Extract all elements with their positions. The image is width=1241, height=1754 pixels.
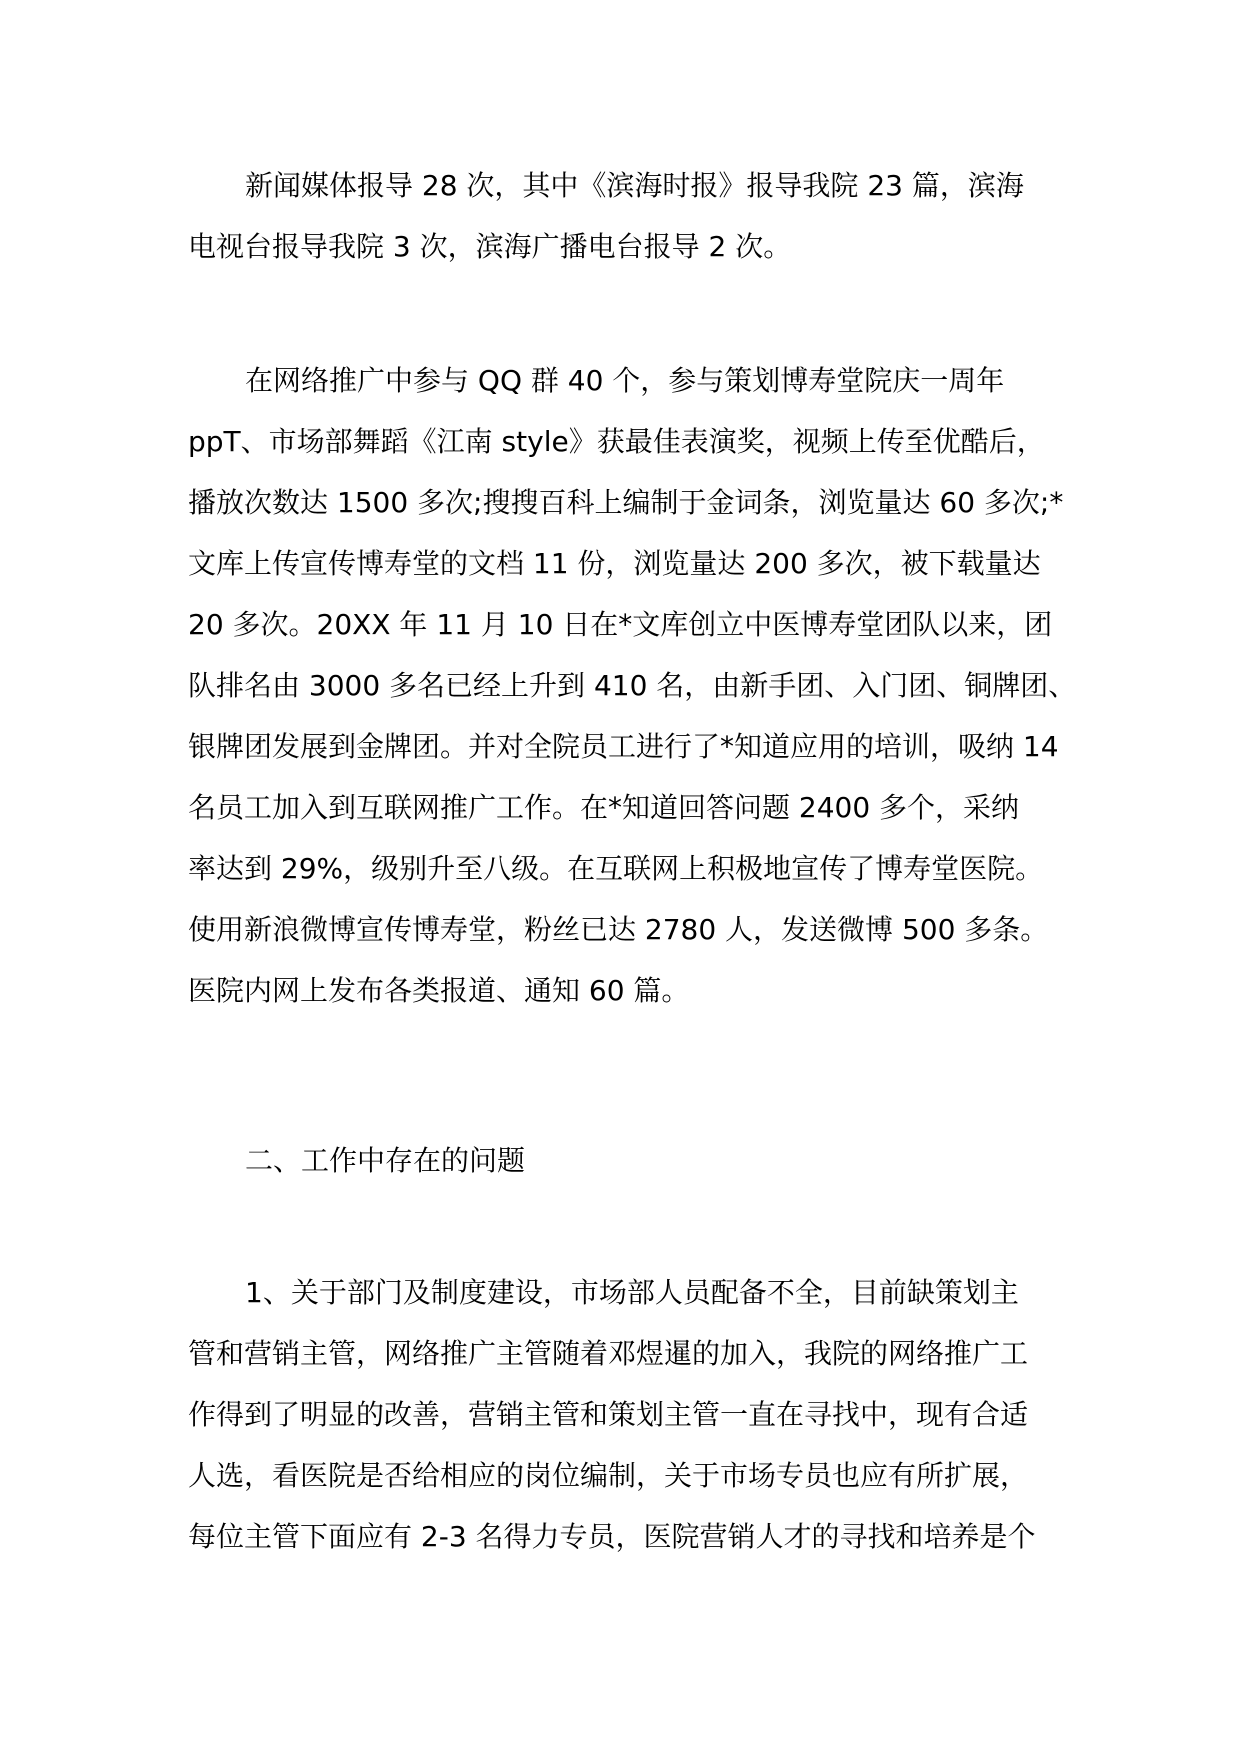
section-heading bbox=[188, 1130, 1068, 1191]
text-line: 率达到 29%，级别升至八级。在互联网上积极地宣传了博寿堂医院。 bbox=[188, 852, 1044, 885]
text-line: 人选，看医院是否给相应的岗位编制，关于市场专员也应有所扩展， bbox=[188, 1459, 1029, 1492]
heading-text: 二、工作中存在的问题 bbox=[245, 1144, 526, 1177]
text-line: 20 多次。20XX 年 11 月 10 日在*文库创立中医博寿堂团队以来，团 bbox=[188, 608, 1053, 641]
text-line: 新闻媒体报导 28 次，其中《滨海时报》报导我院 23 篇，滨海 bbox=[245, 169, 1024, 202]
text-line: 使用新浪微博宣传博寿堂，粉丝已达 2780 人，发送微博 500 多条。 bbox=[188, 913, 1049, 946]
paragraph-network-promotion bbox=[188, 350, 1077, 1021]
text-line: 医院内网上发布各类报道、通知 60 篇。 bbox=[188, 974, 690, 1007]
text-line: 播放次数达 1500 多次;搜搜百科上编制于金词条，浏览量达 60 多次;* bbox=[188, 486, 1064, 519]
text-line: 作得到了明显的改善，营销主管和策划主管一直在寻找中，现有合适 bbox=[188, 1398, 1029, 1431]
text-line: 电视台报导我院 3 次，滨海广播电台报导 2 次。 bbox=[188, 230, 792, 263]
text-line: 每位主管下面应有 2-3 名得力专员，医院营销人才的寻找和培养是个 bbox=[188, 1520, 1036, 1553]
text-line: 文库上传宣传博寿堂的文档 11 份，浏览量达 200 多次，被下载量达 bbox=[188, 547, 1041, 580]
paragraph-problem-1 bbox=[188, 1262, 1068, 1567]
text-line: 银牌团发展到金牌团。并对全院员工进行了*知道应用的培训，吸纳 14 bbox=[188, 730, 1059, 763]
text-line: ppT、市场部舞蹈《江南 style》获最佳表演奖，视频上传至优酷后， bbox=[188, 425, 1045, 458]
text-line: 管和营销主管，网络推广主管随着邓煜暹的加入，我院的网络推广工 bbox=[188, 1337, 1029, 1370]
text-line: 名员工加入到互联网推广工作。在*知道回答问题 2400 多个，采纳 bbox=[188, 791, 1020, 824]
paragraph-media-reports bbox=[188, 155, 1068, 277]
text-line: 1、关于部门及制度建设，市场部人员配备不全，目前缺策划主 bbox=[245, 1276, 1019, 1309]
text-line: 在网络推广中参与 QQ 群 40 个，参与策划博寿堂院庆一周年 bbox=[245, 364, 1005, 397]
text-line: 队排名由 3000 多名已经上升到 410 名，由新手团、入门团、铜牌团、 bbox=[188, 669, 1077, 702]
